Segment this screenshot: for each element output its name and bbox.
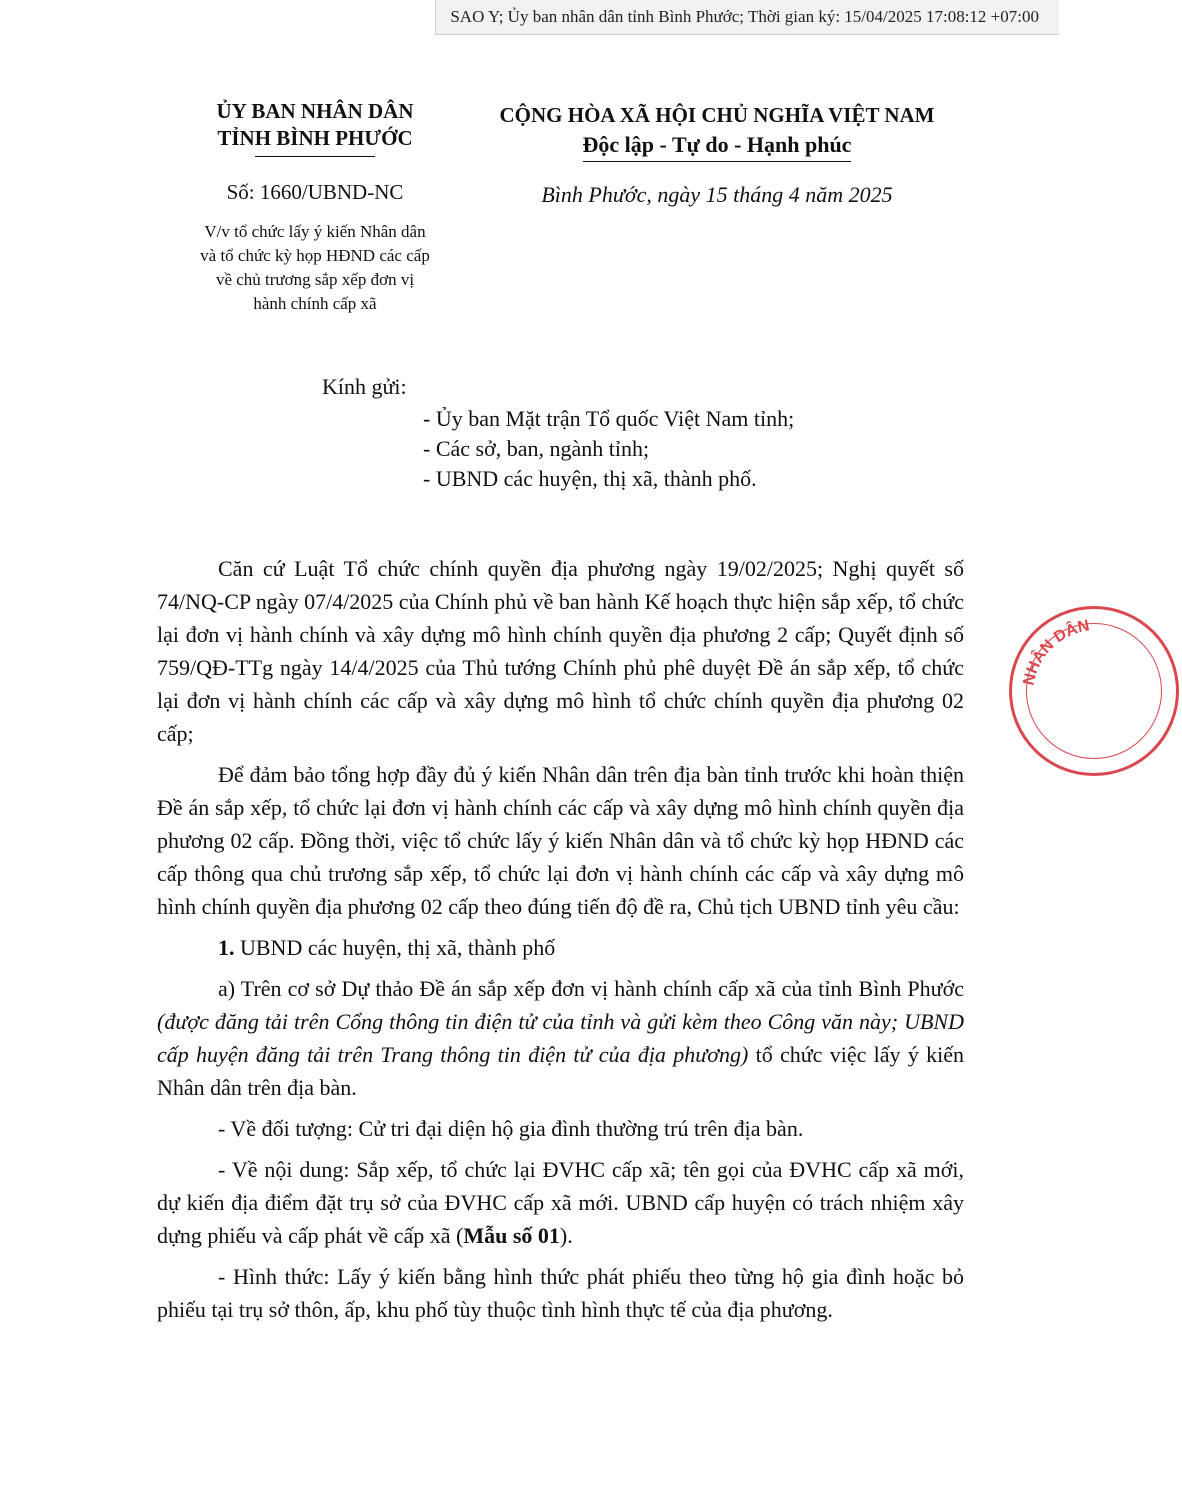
stamp-lettering [1012,609,1182,779]
subject-line: và tổ chức kỳ họp HĐND các cấp [200,246,430,265]
target-paragraph: - Về đối tượng: Cử tri đại diện hộ gia đình thường trú trên địa bàn. [218,1116,804,1141]
legal-basis-paragraph: Căn cứ Luật Tổ chức chính quyền địa phương ngày 19/02/2025; Nghị quyết số 74/NQ-CP ngày 07/4/2025 của Chính phủ về ban hành Kế hoạch thực hiện sắp xếp, tổ chức lại đơn vị hành chính và xây dựng mô hình chính quyền địa phương 2 cấp; Quyết định số 759/QĐ-TTg ngày 14/4/2025 của Thủ tướng Chính phủ phê duyệt Đề án sắp xếp, tổ chức lại đơn vị hành chính các cấp và xây dựng mô hình tổ chức chính quyền địa phương 02 cấp; [157,556,964,746]
item-a-lead: a) Trên cơ sở Dự thảo Đề án sắp xếp đơn vị hành chính cấp xã của tỉnh Bình Phước [218,976,964,1001]
recipients-list [423,404,794,494]
place-and-date: Bình Phước, ngày 15 tháng 4 năm 2025 [541,182,893,207]
subject-line: V/v tổ chức lấy ý kiến Nhân dân [204,222,426,241]
recipient-item: - Ủy ban Mặt trận Tổ quốc Việt Nam tỉnh; [423,406,795,431]
section-1-heading [157,931,964,964]
content-paragraph [157,1153,964,1252]
section-title: UBND các huyện, thị xã, thành phố [234,935,556,960]
method-paragraph: - Hình thức: Lấy ý kiến bằng hình thức phát phiếu theo từng hộ gia đình hoặc bỏ phiếu tại trụ sở thôn, ấp, khu phố tùy thuộc tình hình thực tế của địa phương. [157,1264,964,1322]
form-reference: Mẫu số 01 [463,1223,560,1248]
national-header [462,100,972,162]
content-tail: ). [559,1223,573,1248]
recipient-item: - Các sở, ban, ngành tỉnh; [423,436,650,461]
document-subject [160,220,470,316]
agency-line-1: ỦY BAN NHÂN DÂN [216,99,414,123]
item-a-tail: tổ chức việc lấy ý kiến Nhân dân trên địa bàn. [157,1042,964,1100]
item-a-paragraph [157,972,964,1104]
subject-line: về chủ trương sắp xếp đơn vị [215,270,415,289]
stamp-text: NHÂN DÂN [1020,617,1091,687]
section-number: 1. [218,935,235,960]
item-a-note: (được đăng tải trên Cổng thông tin điện tử của tỉnh và gửi kèm theo Công văn này; UBND cấp huyện đăng tải trên Trang thông tin điện tử của địa phương) [157,1009,964,1067]
red-seal-stamp [1009,606,1179,776]
document-number: Số: 1660/UBND-NC [226,180,404,204]
content-lead: - Về nội dung: Sắp xếp, tổ chức lại ĐVHC cấp xã; tên gọi của ĐVHC cấp xã mới, dự kiến địa điểm đặt trụ sở của ĐVHC cấp xã mới. UBND cấp huyện có trách nhiệm xây dựng phiếu và cấp phát về cấp xã ( [157,1157,964,1248]
subject-line: hành chính cấp xã [253,294,377,313]
svg-text:NHÂN DÂN [1021,617,1091,686]
document-body [157,552,964,1334]
agency-line-2: TỈNH BÌNH PHƯỚC [217,126,413,150]
national-motto: Độc lập - Tự do - Hạnh phúc [583,130,852,162]
purpose-paragraph: Để đảm bảo tổng hợp đầy đủ ý kiến Nhân dân trên địa bàn tỉnh trước khi hoàn thiện Đề án sắp xếp, tổ chức lại đơn vị hành chính các cấp và xây dựng mô hình chính quyền địa phương 02 cấp. Đồng thời, việc tổ chức lấy ý kiến Nhân dân và tổ chức kỳ họp HĐND các cấp thông qua chủ trương sắp xếp, tổ chức lại đơn vị hành chính các cấp và xây dựng mô hình chính quyền địa phương 02 cấp theo đúng tiến độ đề ra, Chủ tịch UBND tỉnh yêu cầu: [157,762,964,919]
recipients-label: Kính gửi: [322,374,407,399]
recipient-item: - UBND các huyện, thị xã, thành phố. [423,466,757,491]
national-title: CỘNG HÒA XÃ HỘI CHỦ NGHĨA VIỆT NAM [499,103,935,127]
issuing-agency [170,98,460,157]
agency-underline [255,156,375,157]
digital-signature-banner: SAO Y; Ủy ban nhân dân tỉnh Bình Phước; Thời gian ký: 15/04/2025 17:08:12 +07:00 [435,0,1059,35]
